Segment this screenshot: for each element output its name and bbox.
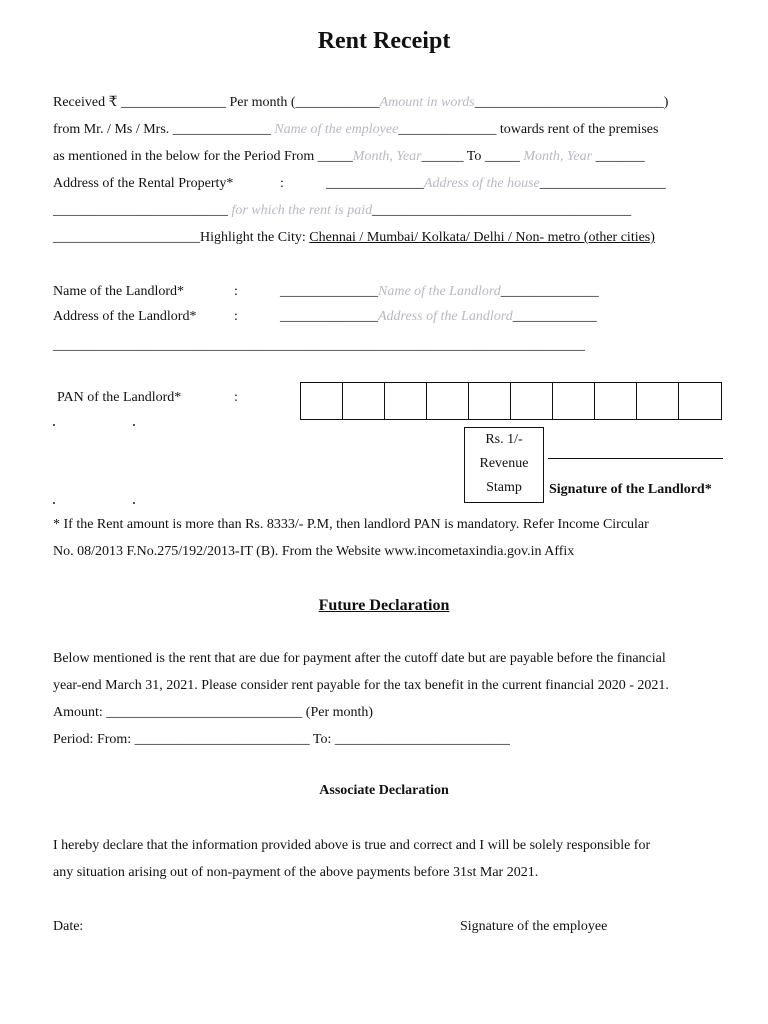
landlord-name-colon: : (234, 284, 238, 299)
pan-colon: : (234, 390, 238, 405)
pan-note-line1: * If the Rent amount is more than Rs. 8333/- P.M, then landlord PAN is mandatory. Refer Income Circular (53, 517, 649, 532)
pan-label: PAN of the Landlord* (57, 390, 182, 405)
landlord-name-line (280, 283, 599, 301)
future-period-line: Period: From: _________________________ To: _________________________ (53, 732, 510, 747)
landlord-address-text: ______________ (280, 309, 378, 324)
pan-cell[interactable] (595, 383, 637, 419)
city-line (53, 229, 655, 247)
future-declaration-heading: Future Declaration (318, 597, 450, 614)
pan-cell[interactable] (301, 383, 343, 419)
marker-dot (53, 424, 55, 426)
employee-signature-label: Signature of the employee (460, 919, 608, 934)
landlord-address-line2: ____________________________________________________________________________ (53, 338, 585, 353)
period-line (53, 148, 645, 166)
associate-paragraph-line2: any situation arising out of non-payment of the above payments before 31st Mar 2021. (53, 865, 539, 880)
landlord-address-colon: : (234, 309, 238, 324)
landlord-name-label: Name of the Landlord* (53, 284, 185, 299)
from-text-end: ______________ towards rent of the premises (398, 122, 659, 137)
city-options: Chennai / Mumbai/ Kolkata/ Delhi / Non- metro (other cities) (309, 230, 655, 245)
pan-cell[interactable] (679, 383, 721, 419)
landlord-name-text: ______________ (280, 284, 378, 299)
revenue-stamp-box (464, 427, 544, 503)
future-paragraph-line1: Below mentioned is the rent that are due for payment after the cutoff date but are payable before the financial (53, 651, 666, 666)
period-from-placeholder: Month, Year (352, 149, 422, 164)
pan-note-line2: No. 08/2013 F.No.275/192/2013-IT (B). From the Website www.incometaxindia.gov.in Affix (53, 544, 575, 559)
pan-cell[interactable] (553, 383, 595, 419)
marker-dot (53, 502, 55, 504)
amount-in-words-placeholder: Amount in words (379, 95, 475, 110)
stamp-line-1: Rs. 1/- (485, 432, 523, 447)
rental-address-line (326, 175, 666, 193)
rental-address-line2 (53, 202, 631, 220)
from-text: from Mr. / Ms / Mrs. ______________ (53, 122, 275, 137)
future-paragraph-line2: year-end March 31, 2021. Please consider rent payable for the tax benefit in the current financial 2020 - 2021. (53, 678, 669, 693)
period-to-placeholder: Month, Year (523, 149, 593, 164)
rental-address2-text-end: _____________________________________ (372, 203, 632, 218)
associate-paragraph-line1: I hereby declare that the information provided above is true and correct and I will be solely responsible for (53, 838, 651, 853)
landlord-signature-label: Signature of the Landlord* (549, 482, 712, 497)
received-line (53, 94, 668, 112)
pan-cell[interactable] (385, 383, 427, 419)
employee-name-placeholder: Name of the employee (274, 122, 399, 137)
rental-address-text-end: __________________ (539, 176, 666, 191)
city-text: _____________________Highlight the City: (53, 230, 310, 245)
period-text: as mentioned in the below for the Period From _____ (53, 149, 353, 164)
landlord-name-placeholder: Name of the Landlord (378, 284, 501, 299)
rental-address-text: ______________ (326, 176, 424, 191)
landlord-signature-line (548, 458, 723, 459)
rent-paid-placeholder: for which the rent is paid (231, 203, 373, 218)
landlord-address-text-end: ____________ (512, 309, 597, 324)
period-text-end: _______ (592, 149, 645, 164)
page-title: Rent Receipt (317, 28, 451, 54)
stamp-line-2: Revenue (479, 456, 529, 471)
pan-cell[interactable] (343, 383, 385, 419)
pan-cell[interactable] (427, 383, 469, 419)
from-line (53, 121, 658, 139)
pan-cell[interactable] (637, 383, 679, 419)
landlord-address-line (280, 308, 597, 326)
pan-cell[interactable] (469, 383, 511, 419)
landlord-address-placeholder: Address of the Landlord (378, 309, 513, 324)
date-label: Date: (53, 919, 84, 934)
landlord-address-label: Address of the Landlord* (53, 309, 197, 324)
rental-address-label: Address of the Rental Property* (53, 176, 234, 191)
marker-dot (133, 502, 135, 504)
period-to-text: ______ To _____ (421, 149, 524, 164)
landlord-name-text-end: ______________ (500, 284, 599, 299)
house-address-placeholder: Address of the house (424, 176, 540, 191)
stamp-line-3: Stamp (486, 480, 522, 495)
pan-cell[interactable] (511, 383, 553, 419)
associate-declaration-heading: Associate Declaration (319, 783, 449, 798)
pan-input-boxes[interactable] (300, 382, 722, 420)
future-amount-line: Amount: ____________________________ (Per month) (53, 705, 374, 720)
received-text-end: ___________________________) (474, 95, 669, 110)
marker-dot (133, 424, 135, 426)
rental-address-colon: : (280, 176, 284, 191)
received-text: Received ₹ _______________ Per month (____________ (53, 95, 380, 110)
rental-address2-text: _________________________ (53, 203, 232, 218)
